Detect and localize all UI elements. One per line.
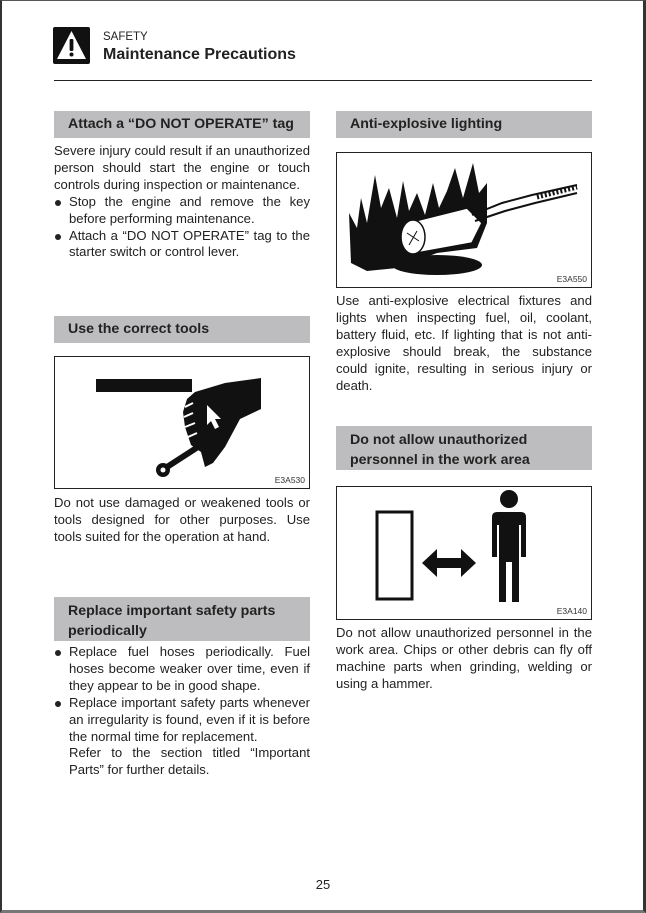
bullet-text: Stop the engine and remove the key before performing maintenance. (69, 193, 310, 226)
bullet-text: Attach a “DO NOT OPERATE” tag to the starter switch or control lever. (69, 227, 310, 260)
figure-code: E3A530 (274, 475, 305, 485)
keep-distance-illustration (337, 487, 590, 618)
bullet-item (54, 644, 310, 695)
bullet-icon (55, 200, 61, 206)
section-correct-tools (54, 316, 310, 546)
bullet-text: Replace important safety parts whenever an irregularity is found, even if it is before the normal time for replacement. (69, 694, 310, 744)
figure-code: E3A550 (556, 274, 587, 284)
section-heading: Anti-explosive lighting (336, 111, 592, 138)
page-number: 25 (315, 877, 331, 892)
section-note: Refer to the section titled “Important Parts” for further details. (69, 745, 310, 778)
bullet-icon (55, 650, 61, 656)
section-heading (336, 426, 592, 470)
header-divider (54, 80, 592, 81)
figure-wrench-hand (54, 356, 310, 489)
section-anti-explosive (336, 111, 592, 394)
section-body: Do not allow unauthorized personnel in the work area. Chips or other debris can fly off machine parts when grinding, welding or using a hammer. (336, 625, 592, 691)
section-heading-line: Do not allow unauthorized (350, 432, 528, 448)
bullet-icon (55, 234, 61, 240)
section-body: Use anti-explosive electrical fixtures and lights when inspecting fuel, oil, coolant, battery fluid, etc. If lighting that is not anti-explosive should break, the substance could ignite, resulting in serious injury or death. (336, 293, 592, 393)
lamp-fire-illustration (337, 153, 590, 286)
section-do-not-operate (54, 111, 310, 261)
bullet-item (54, 695, 310, 746)
section-heading: Use the correct tools (54, 316, 310, 343)
bullet-item (54, 228, 310, 262)
section-intro: Severe injury could result if an unauthorized person should start the engine or touch controls during inspection or maintenance. (54, 143, 310, 192)
section-heading (54, 597, 310, 641)
section-heading-line: Replace important safety parts (68, 603, 276, 619)
hand-wrench-illustration (55, 357, 308, 487)
section-heading: Attach a “DO NOT OPERATE” tag (54, 111, 310, 138)
warning-triangle-icon (53, 27, 90, 64)
section-body: Do not use damaged or weakened tools or tools designed for other purposes. Use tools suited for the operation at hand. (54, 495, 310, 544)
section-heading-line: personnel in the work area (350, 452, 530, 468)
figure-keep-distance (336, 486, 592, 620)
page-title: Maintenance Precautions (103, 46, 296, 63)
bullet-item (54, 194, 310, 228)
section-safety-parts (54, 597, 310, 779)
figure-lamp-fire (336, 152, 592, 288)
bullet-text: Replace fuel hoses periodically. Fuel hoses become weaker over time, even if they appear to be in good shape. (69, 644, 310, 693)
section-unauthorized (336, 426, 592, 693)
section-label: SAFETY (103, 31, 148, 43)
bullet-icon (55, 701, 61, 707)
figure-code: E3A140 (556, 606, 587, 616)
section-heading-line: periodically (68, 623, 147, 639)
